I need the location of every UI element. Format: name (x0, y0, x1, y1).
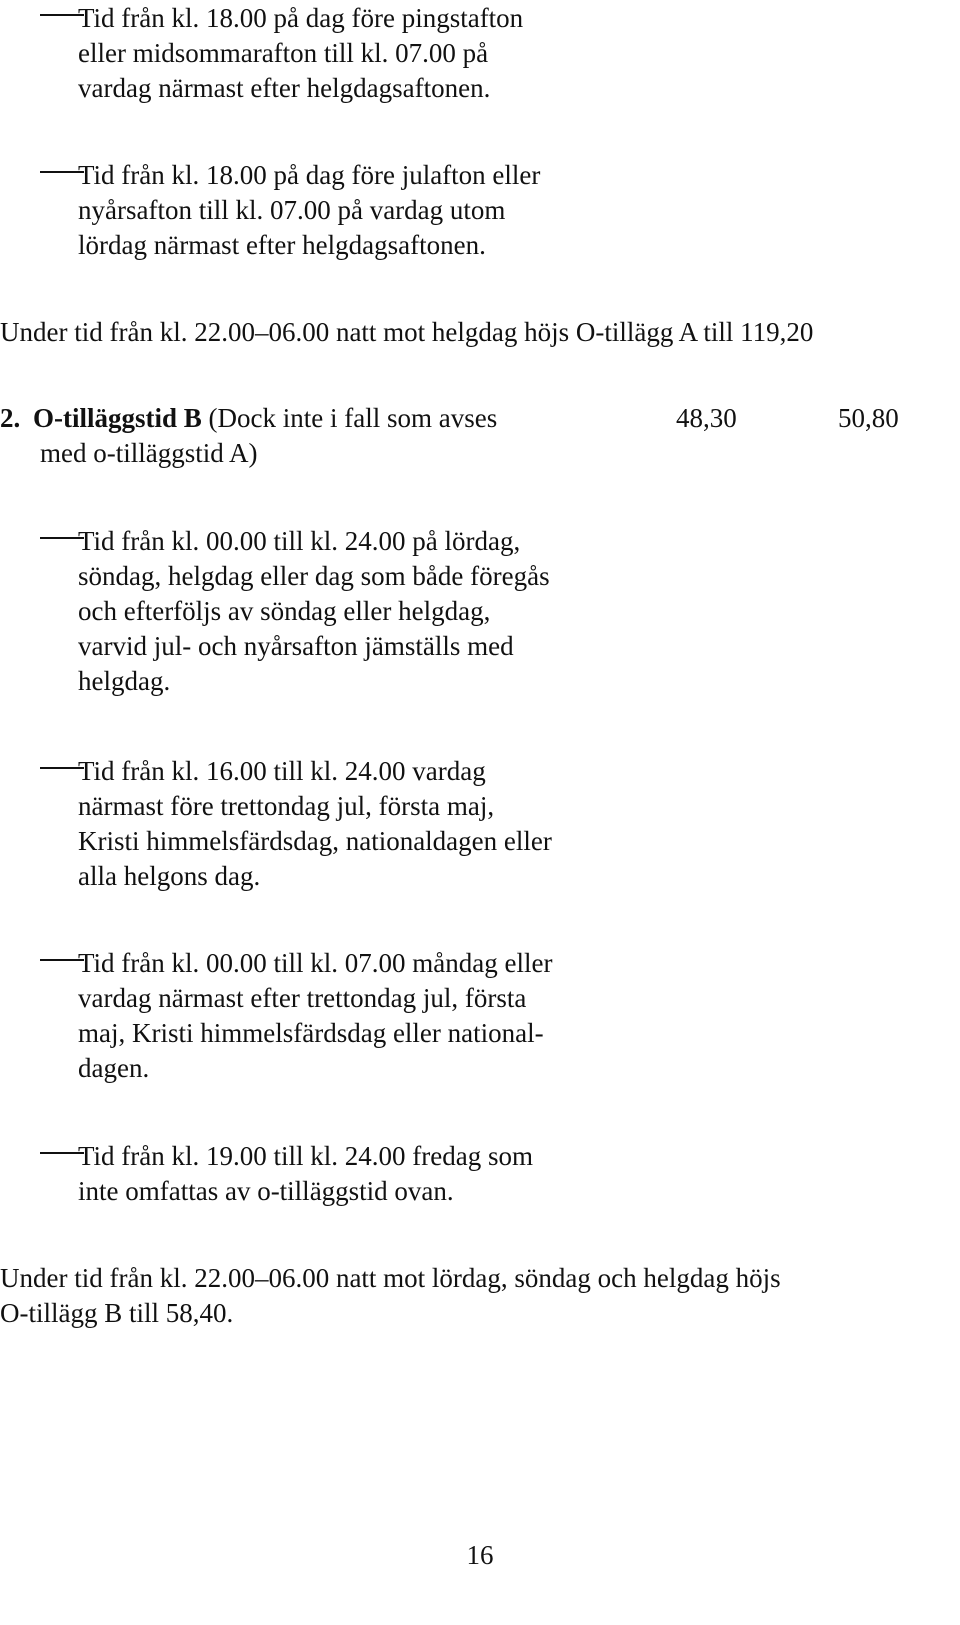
rate-value-2: 50,80 (838, 403, 899, 433)
list-item-text: inte omfattas av o-tilläggstid ovan. (78, 1176, 454, 1206)
section-heading (0, 400, 497, 436)
list-item-text: maj, Kristi himmelsfärdsdag eller national- (78, 1018, 544, 1048)
note-text: O-tillägg B till 58,40. (0, 1298, 234, 1328)
list-item-text: närmast före trettondag jul, första maj, (78, 791, 495, 821)
list-item-text: Tid från kl. 19.00 till kl. 24.00 fredag som (78, 1141, 533, 1171)
list-item-text: helgdag. (78, 666, 171, 696)
page-number: 16 (466, 1540, 494, 1570)
list-item-text: Tid från kl. 00.00 till kl. 07.00 måndag eller (78, 948, 553, 978)
list-item-text: dagen. (78, 1053, 150, 1083)
section-number: 2. (0, 403, 21, 433)
list-item-text: söndag, helgdag eller dag som både föregås (78, 561, 550, 591)
section-description: (Dock inte i fall som avses (201, 403, 498, 433)
rate-value-1: 48,30 (676, 403, 737, 433)
list-item-text: vardag närmast efter helgdagsaftonen. (78, 73, 491, 103)
section-title: O-tilläggstid B (33, 403, 202, 433)
note-text: Under tid från kl. 22.00–06.00 natt mot lördag, söndag och helgdag höjs (0, 1263, 781, 1293)
list-item-text: eller midsommarafton till kl. 07.00 på (78, 38, 489, 68)
list-item-text: och efterföljs av söndag eller helgdag, (78, 596, 491, 626)
list-item-text: alla helgons dag. (78, 861, 261, 891)
list-item-text: Kristi himmelsfärdsdag, nationaldagen eller (78, 826, 552, 856)
list-item-text: Tid från kl. 00.00 till kl. 24.00 på lördag, (78, 526, 521, 556)
list-item-text: lördag närmast efter helgdagsaftonen. (78, 230, 486, 260)
list-item-text: Tid från kl. 18.00 på dag före julafton eller (78, 160, 541, 190)
list-item-text: nyårsafton till kl. 07.00 på vardag utom (78, 195, 506, 225)
section-description-cont: med o-tilläggstid A) (40, 438, 258, 468)
list-item-text: vardag närmast efter trettondag jul, första (78, 983, 527, 1013)
list-item-text: Tid från kl. 18.00 på dag före pingstafton (78, 3, 524, 33)
list-item-text: Tid från kl. 16.00 till kl. 24.00 vardag (78, 756, 486, 786)
note-text: Under tid från kl. 22.00–06.00 natt mot helgdag höjs O-tillägg A till 119,20 (0, 317, 814, 347)
list-item-text: varvid jul- och nyårsafton jämställs med (78, 631, 514, 661)
